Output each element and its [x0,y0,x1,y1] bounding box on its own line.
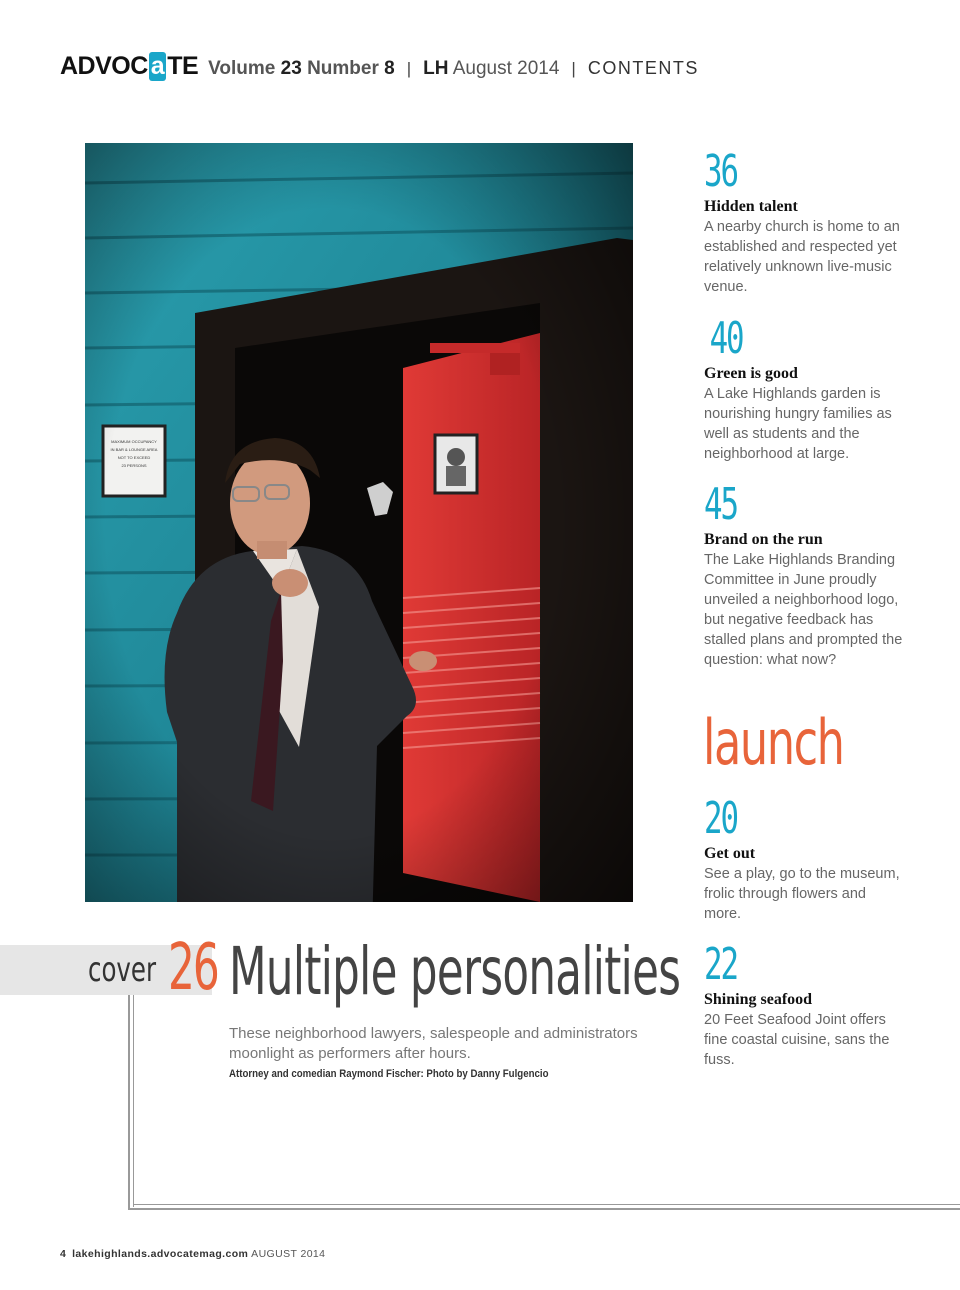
cover-photo[interactable] [85,143,633,902]
launch-item[interactable] [704,939,904,1070]
toc-item[interactable] [704,313,904,464]
toc-page-number: 22 [704,939,737,990]
toc-item[interactable] [704,479,904,670]
toc-description: See a play, go to the museum, frolic through flowers and more. [704,866,900,922]
photo-credit: Attorney and comedian Raymond Fischer: Photo by Danny Fulgencio [229,1068,549,1080]
issue-region: LH [423,58,449,79]
frame-line [133,1204,960,1205]
launch-item[interactable] [704,793,904,924]
toc-title: Green is good [704,365,798,382]
toc-description: A nearby church is home to an established and respected yet relatively unknown live-music venue. [704,219,900,295]
page-footer [60,1248,325,1260]
toc-page-number: 40 [709,313,743,364]
launch-heading: launch [703,706,844,779]
cover-story-title[interactable]: Multiple personalities [229,933,681,1010]
logo-text-start: ADVOC [60,52,148,80]
frame-line [128,995,130,1210]
toc-page-number: 20 [704,793,737,844]
cover-label: cover [88,950,157,990]
frame-line [128,1208,960,1210]
header-separator: | [406,59,412,78]
volume-info [208,58,395,80]
footer-url[interactable]: lakehighlands.advocatemag.com [72,1248,249,1260]
header-separator: | [571,59,576,78]
number-label: Number [307,58,379,79]
toc-title: Shining seafood [704,991,813,1008]
volume-number: 23 [280,58,302,79]
toc-title: Hidden talent [704,198,798,215]
toc-title: Brand on the run [704,531,823,548]
advocate-logo[interactable] [60,52,198,81]
toc-description: A Lake Highlands garden is nourishing hungry families as well as students and the neighborhood at large. [704,386,892,462]
masthead [60,52,699,82]
issue-date: August 2014 [452,58,560,79]
section-title: CONTENTS [587,58,699,78]
issue-info [423,58,559,80]
cover-page-number: 26 [168,931,218,1005]
frame-line [133,995,134,1207]
toc-page-number: 36 [704,146,737,197]
toc-description: 20 Feet Seafood Joint offers fine coastal cuisine, sans the fuss. [704,1012,890,1068]
toc-item[interactable] [704,146,904,297]
toc-page-number: 45 [704,479,737,530]
toc-title: Get out [704,845,756,862]
cover-story-description: These neighborhood lawyers, salespeople and administrators moonlight as performers after hours. [229,1025,638,1062]
toc-description: The Lake Highlands Branding Committee in June proudly unveiled a neighborhood logo, but negative feedback has stalled plans and prompted the question: what now? [704,552,903,668]
footer-month: AUGUST 2014 [251,1248,326,1260]
volume-label: Volume [208,58,276,79]
logo-a-icon: a [150,52,165,80]
logo-text-end: TE [167,52,199,80]
page-number: 4 [60,1248,67,1260]
issue-number: 8 [384,58,395,79]
